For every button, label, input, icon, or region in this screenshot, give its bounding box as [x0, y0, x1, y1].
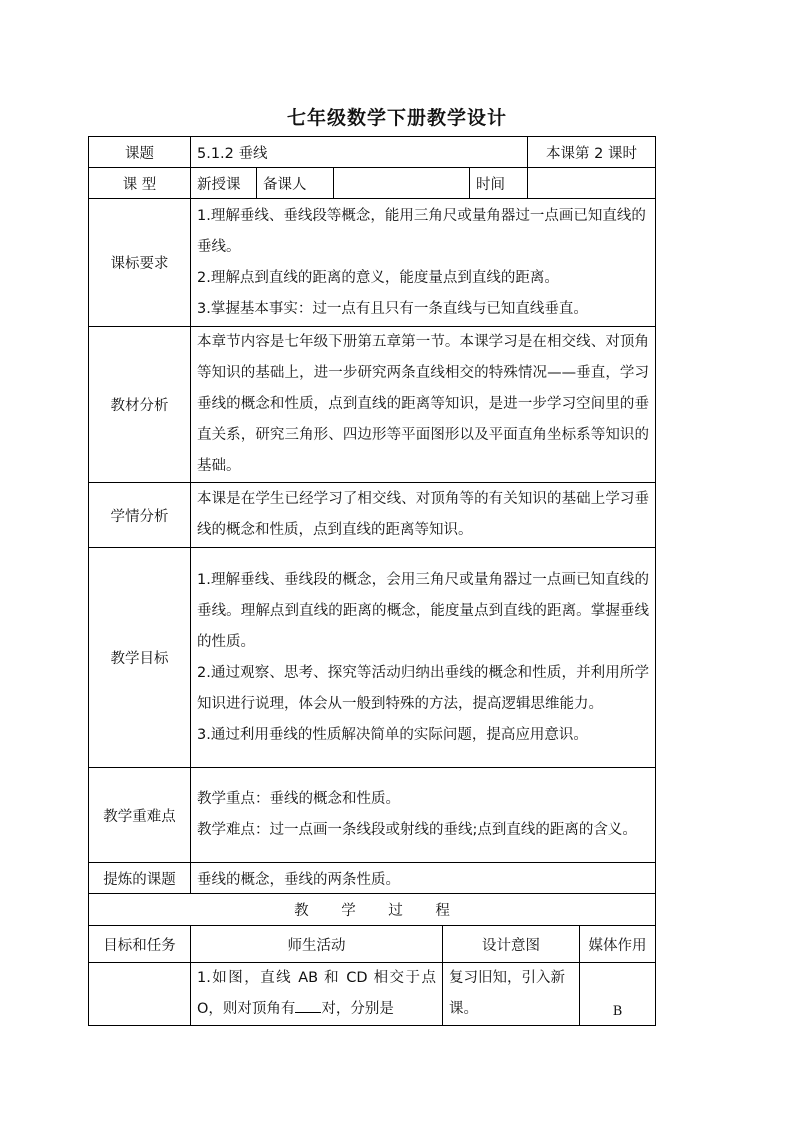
- type-value: 新授课: [191, 168, 257, 199]
- key-focus: 教学重点：垂线的概念和性质。: [197, 791, 400, 807]
- activity-text-part2: 对，分别是: [321, 1001, 394, 1017]
- topic-label: 课题: [89, 137, 191, 168]
- row-process-columns: [89, 926, 656, 963]
- col-media: 媒体作用: [580, 926, 656, 963]
- answer-blank: [295, 998, 321, 1013]
- standards-label: 课标要求: [89, 199, 191, 327]
- activity-text-part1: 1.如图，直线 AB 和 CD 相交于点 O，则对顶角有: [197, 970, 436, 1017]
- row-textbook: [89, 327, 656, 483]
- topic-value: 5.1.2 垂线: [191, 137, 528, 168]
- learner-label: 学情分析: [89, 483, 191, 548]
- standards-item: 2.理解点到直线的距离的意义，能度量点到直线的距离。: [197, 269, 559, 286]
- learner-text: 本课是在学生已经学习了相交线、对顶角等的有关知识的基础上学习垂线的概念和性质，点到直线的距离等知识。: [191, 483, 656, 548]
- process-activity-cell: [191, 963, 443, 1026]
- key-points-label: 教学重难点: [89, 768, 191, 863]
- objective-item: 1.理解垂线、垂线段的概念，会用三角尺或量角器过一点画已知直线的垂线。理解点到直线的距离的概念，能度量点到直线的距离。掌握垂线的性质。: [197, 571, 650, 650]
- refined-text: 垂线的概念，垂线的两条性质。: [191, 863, 656, 894]
- objective-item: 3.通过利用垂线的性质解决简单的实际问题，提高应用意识。: [197, 726, 588, 743]
- process-intent-cell: 复习旧知，引入新课。: [443, 963, 580, 1026]
- type-label: 课 型: [89, 168, 191, 199]
- objectives-content: [191, 548, 656, 768]
- process-goal-cell: [89, 963, 191, 1026]
- row-key-points: [89, 768, 656, 863]
- row-type: [89, 168, 656, 199]
- standards-item: 1.理解垂线、垂线段等概念，能用三角尺或量角器过一点画已知直线的垂线。: [197, 207, 646, 255]
- row-standards: [89, 199, 656, 327]
- textbook-label: 教材分析: [89, 327, 191, 483]
- row-process-heading: [89, 894, 656, 926]
- lesson-plan-table: [88, 136, 656, 1026]
- refined-label: 提炼的课题: [89, 863, 191, 894]
- standards-content: [191, 199, 656, 327]
- col-activity: 师生活动: [191, 926, 443, 963]
- textbook-text: 本章节内容是七年级下册第五章第一节。本课学习是在相交线、对顶角等知识的基础上，进一步研究两条直线相交的特殊情况——垂直，学习垂线的概念和性质，点到直线的距离等知识，是进一步学习空间里的垂直关系，研究三角形、四边形等平面图形以及平面直角坐标系等知识的基础。: [191, 327, 656, 483]
- col-goal: 目标和任务: [89, 926, 191, 963]
- objectives-label: 教学目标: [89, 548, 191, 768]
- preparer-value: [334, 168, 470, 199]
- preparer-label: 备课人: [257, 168, 334, 199]
- row-refined: [89, 863, 656, 894]
- key-difficulty: 教学难点：过一点画一条线段或射线的垂线;点到直线的距离的含义。: [197, 822, 637, 838]
- col-intent: 设计意图: [443, 926, 580, 963]
- process-media-cell: B: [580, 963, 656, 1026]
- row-learner: [89, 483, 656, 548]
- row-objectives: [89, 548, 656, 768]
- row-topic: [89, 137, 656, 168]
- process-heading: 教 学 过 程: [89, 894, 656, 926]
- period-value: 本课第 2 课时: [528, 137, 656, 168]
- time-label: 时间: [470, 168, 528, 199]
- row-process-1: [89, 963, 656, 1026]
- time-value: [528, 168, 656, 199]
- page-title: 七年级数学下册教学设计: [286, 107, 507, 129]
- key-points-content: [191, 768, 656, 863]
- standards-item: 3.掌握基本事实：过一点有且只有一条直线与已知直线垂直。: [197, 300, 588, 317]
- objective-item: 2.通过观察、思考、探究等活动归纳出垂线的概念和性质，并利用所学知识进行说理，体会从一般到特殊的方法，提高逻辑思维能力。: [197, 664, 650, 712]
